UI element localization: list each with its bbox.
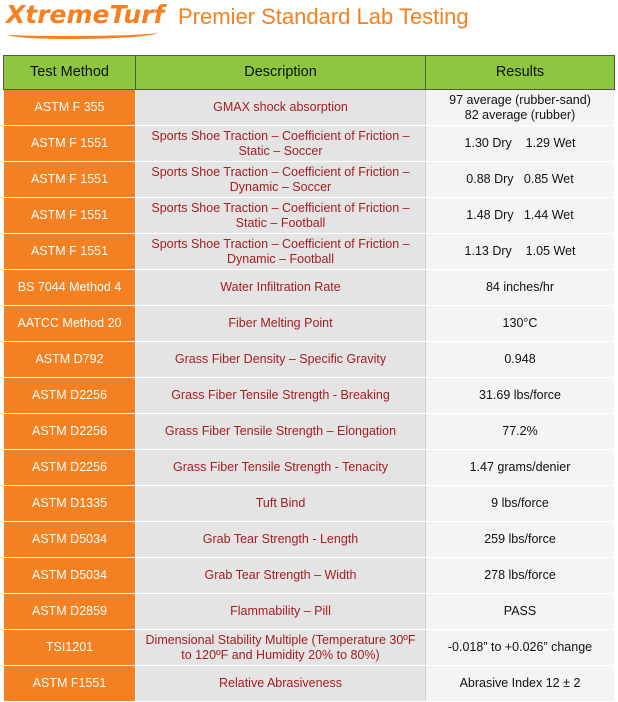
- test-method-cell: ASTM D2256: [4, 414, 136, 450]
- test-method-cell: ASTM F 1551: [4, 162, 136, 198]
- result-cell: [426, 198, 615, 234]
- result-line: 77.2%: [502, 424, 538, 438]
- result-cell: [426, 378, 615, 414]
- test-method-cell: TSI1201: [4, 630, 136, 666]
- table-body: [4, 90, 615, 702]
- description-cell: [136, 666, 426, 702]
- result-cell: [426, 630, 615, 666]
- description-line: Grass Fiber Tensile Strength - Breaking: [171, 388, 390, 402]
- description-cell: [136, 414, 426, 450]
- description-cell: [136, 90, 426, 126]
- description-cell: [136, 198, 426, 234]
- description-line: Dynamic – Soccer: [229, 179, 332, 194]
- description-cell: [136, 378, 426, 414]
- result-line: -0.018” to +0.026” change: [447, 640, 593, 654]
- result-line: 9 lbs/force: [491, 496, 549, 510]
- page-title: Premier Standard Lab Testing: [178, 4, 469, 29]
- table-row: [4, 270, 615, 306]
- test-method-cell: ASTM D1335: [4, 486, 136, 522]
- description-cell: [136, 234, 426, 270]
- description-line: GMAX shock absorption: [213, 100, 348, 114]
- result-line: PASS: [503, 604, 537, 618]
- result-line: 0.948: [504, 352, 536, 366]
- description-cell: [136, 558, 426, 594]
- description-line: Water Infiltration Rate: [220, 280, 341, 294]
- result-line: 259 lbs/force: [484, 532, 556, 546]
- result-cell: [426, 450, 615, 486]
- result-cell: [426, 234, 615, 270]
- result-cell: [426, 342, 615, 378]
- description-cell: [136, 522, 426, 558]
- result-line: 97 average (rubber-sand): [449, 92, 591, 107]
- table-row: [4, 450, 615, 486]
- result-line: 1.47 grams/denier: [469, 460, 571, 474]
- description-line: to 120ºF and Humidity 20% to 80%): [181, 647, 380, 662]
- table-row: [4, 666, 615, 702]
- table-row: [4, 486, 615, 522]
- result-line: 1.30 Dry 1.29 Wet: [464, 136, 576, 150]
- result-line: Abrasive Index 12 ± 2: [459, 676, 581, 690]
- test-method-cell: ASTM F 355: [4, 90, 136, 126]
- result-cell: [426, 558, 615, 594]
- result-cell: [426, 414, 615, 450]
- table-row: [4, 594, 615, 630]
- column-header-test-method: Test Method: [4, 56, 136, 90]
- table-row: [4, 342, 615, 378]
- result-line: 278 lbs/force: [484, 568, 556, 582]
- test-method-cell: ASTM D5034: [4, 522, 136, 558]
- description-cell: [136, 270, 426, 306]
- description-cell: [136, 126, 426, 162]
- table-row: [4, 162, 615, 198]
- description-line: Tuft Bind: [255, 496, 306, 510]
- description-line: Grass Fiber Tensile Strength - Tenacity: [173, 460, 388, 474]
- description-line: Dimensional Stability Multiple (Temperature 30ºF: [145, 632, 416, 647]
- table-row: [4, 522, 615, 558]
- test-method-cell: ASTM D2256: [4, 450, 136, 486]
- test-method-cell: ASTM F 1551: [4, 126, 136, 162]
- description-line: Static – Soccer: [238, 143, 323, 158]
- table-row: [4, 558, 615, 594]
- page-header: [0, 0, 618, 40]
- table-row: [4, 126, 615, 162]
- result-line: 31.69 lbs/force: [479, 388, 561, 402]
- description-line: Grab Tear Strength – Width: [204, 568, 357, 582]
- table-row: [4, 378, 615, 414]
- test-method-cell: ASTM D2256: [4, 378, 136, 414]
- result-cell: [426, 486, 615, 522]
- table-row: [4, 414, 615, 450]
- description-line: Sports Shoe Traction – Coefficient of Friction –: [151, 164, 410, 179]
- test-method-cell: BS 7044 Method 4: [4, 270, 136, 306]
- column-header-results: Results: [426, 56, 615, 90]
- column-header-description: Description: [136, 56, 426, 90]
- description-cell: [136, 342, 426, 378]
- test-method-cell: ASTM D5034: [4, 558, 136, 594]
- description-cell: [136, 450, 426, 486]
- test-method-cell: ASTM F 1551: [4, 234, 136, 270]
- table-row: [4, 630, 615, 666]
- result-cell: [426, 126, 615, 162]
- description-line: Grass Fiber Tensile Strength – Elongation: [164, 424, 397, 438]
- description-line: Grass Fiber Density – Specific Gravity: [174, 352, 387, 366]
- description-cell: [136, 306, 426, 342]
- description-line: Sports Shoe Traction – Coefficient of Friction –: [151, 128, 410, 143]
- description-line: Static – Football: [235, 215, 326, 230]
- table-row: [4, 306, 615, 342]
- result-line: 84 inches/hr: [485, 280, 555, 294]
- description-line: Sports Shoe Traction – Coefficient of Friction –: [151, 236, 410, 251]
- result-cell: [426, 270, 615, 306]
- brand-logo: XtremeTurf: [6, 0, 165, 29]
- description-line: Dynamic – Football: [227, 251, 334, 266]
- result-line: 82 average (rubber): [464, 107, 576, 122]
- result-line: 0.88 Dry 0.85 Wet: [466, 172, 574, 186]
- result-cell: [426, 594, 615, 630]
- test-method-cell: ASTM D792: [4, 342, 136, 378]
- description-line: Sports Shoe Traction – Coefficient of Friction –: [151, 200, 410, 215]
- result-cell: [426, 522, 615, 558]
- lab-test-table: [3, 55, 615, 702]
- test-method-cell: AATCC Method 20: [4, 306, 136, 342]
- description-cell: [136, 162, 426, 198]
- result-line: 1.48 Dry 1.44 Wet: [466, 208, 574, 222]
- test-method-cell: ASTM F 1551: [4, 198, 136, 234]
- result-cell: [426, 90, 615, 126]
- logo-swoosh: [8, 28, 158, 39]
- description-line: Fiber Melting Point: [228, 316, 333, 330]
- description-cell: [136, 630, 426, 666]
- table-header-row: [4, 56, 615, 90]
- test-method-cell: ASTM D2859: [4, 594, 136, 630]
- test-method-cell: ASTM F1551: [4, 666, 136, 702]
- result-line: 130°C: [502, 316, 538, 330]
- result-cell: [426, 666, 615, 702]
- table-row: [4, 234, 615, 270]
- result-cell: [426, 306, 615, 342]
- description-cell: [136, 486, 426, 522]
- table-row: [4, 90, 615, 126]
- description-line: Relative Abrasiveness: [219, 676, 342, 690]
- description-line: Grab Tear Strength - Length: [202, 532, 359, 546]
- result-line: 1.13 Dry 1.05 Wet: [464, 244, 576, 258]
- description-line: Flammability – Pill: [230, 604, 331, 618]
- description-cell: [136, 594, 426, 630]
- result-cell: [426, 162, 615, 198]
- table-row: [4, 198, 615, 234]
